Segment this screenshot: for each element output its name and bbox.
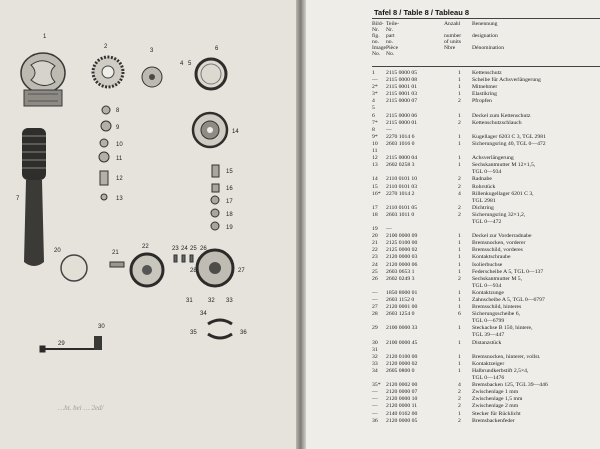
- cell-figure-no: —: [372, 396, 378, 403]
- cell-figure-no: 35*: [372, 382, 381, 389]
- cell-part-no: 2100 0000 45: [386, 339, 418, 346]
- cell-quantity: 1: [458, 133, 461, 140]
- cell-quantity: 1: [458, 77, 461, 84]
- table-row: [372, 98, 600, 105]
- table-row: [372, 297, 600, 304]
- cell-part-no: 2603 1254 0: [386, 311, 415, 318]
- cell-quantity: 1: [458, 367, 461, 374]
- table-row: [372, 148, 600, 155]
- table-row: [372, 77, 600, 84]
- callout-24: 24: [181, 246, 188, 252]
- cell-figure-no: 19: [372, 226, 378, 233]
- hub-small-parts-illustration: [211, 165, 219, 230]
- parts-table: [372, 70, 600, 425]
- table-row: [372, 141, 600, 148]
- cell-figure-no: 5: [372, 105, 375, 112]
- callout-3: 3: [150, 48, 154, 54]
- front-hub-cover-illustration: [61, 255, 87, 281]
- table-row: [372, 212, 600, 219]
- cell-part-no: 2110 0101 05: [386, 204, 418, 211]
- table-row: [372, 233, 600, 240]
- rear-brake-plate-illustration: [197, 250, 233, 286]
- callout-5: 5: [188, 61, 192, 67]
- cell-quantity: 2: [458, 183, 461, 190]
- cell-part-no: 2115 0000 05: [386, 70, 418, 76]
- cell-part-no: 2100 0000 09: [386, 233, 418, 240]
- cell-part-no: 2100 0000 33: [386, 325, 418, 332]
- front-brake-plate-illustration: [131, 254, 163, 286]
- cell-part-no: 2603 1011 0: [386, 211, 415, 218]
- header-top-rule: [372, 18, 600, 19]
- table-row: [372, 332, 600, 339]
- cell-figure-no: 27: [372, 304, 378, 311]
- cell-figure-no: 21: [372, 240, 378, 247]
- cell-figure-no: 25: [372, 268, 378, 275]
- cell-figure-no: 24: [372, 261, 378, 268]
- cell-figure-no: 4: [372, 98, 375, 105]
- callout-19: 19: [226, 225, 233, 231]
- table-row: [372, 198, 600, 205]
- cell-quantity: 1: [458, 289, 461, 296]
- cell-quantity: 6: [458, 311, 461, 318]
- cell-quantity: 1: [458, 410, 461, 417]
- cell-part-no: 2125 0000 02: [386, 247, 418, 254]
- cell-part-no: 2120 0000 06: [386, 261, 418, 268]
- cell-quantity: 2: [458, 176, 461, 183]
- cell-part-no: 2603 1016 0: [386, 140, 415, 147]
- table-row: [372, 176, 600, 183]
- callout-14: 14: [232, 129, 239, 135]
- cell-part-no: 2115 0000 07: [386, 98, 418, 105]
- table-title: Tafel 8 / Table 8 / Tableau 8: [374, 8, 470, 17]
- table-row: [372, 354, 600, 361]
- cell-part-no: 2140 0162 00: [386, 410, 418, 417]
- cell-part-no: 2603 1152 0: [386, 297, 415, 303]
- cell-quantity: 1: [458, 339, 461, 346]
- cell-figure-no: 23: [372, 254, 378, 261]
- cell-figure-no: 14: [372, 176, 378, 183]
- cell-part-no: 2270 1014 6: [386, 133, 415, 140]
- cell-part-no: 1850 8000 01: [386, 289, 418, 296]
- cell-figure-no: —: [372, 403, 378, 410]
- cell-quantity: 2: [458, 417, 461, 424]
- callout-4: 4: [180, 61, 184, 67]
- table-row: [372, 347, 600, 354]
- cell-description: Halbrundkerbstift 2,5×4,: [472, 367, 529, 374]
- table-row: [372, 382, 600, 389]
- cell-description: Bremsnocken, hinterer, vollst.: [472, 353, 541, 360]
- cell-figure-no: —: [372, 410, 378, 417]
- cell-figure-no: 29: [372, 325, 378, 332]
- callout-27: 27: [238, 268, 245, 274]
- table-row: [372, 105, 600, 112]
- callout-6: 6: [215, 46, 219, 52]
- callout-30: 30: [98, 324, 105, 330]
- cell-description: Zwischenlage 1 mm: [472, 389, 519, 396]
- chain-hose-illustration: [22, 128, 46, 266]
- cell-part-no: 2603 0653 1: [386, 268, 415, 275]
- callout-25: 25: [190, 246, 197, 252]
- table-row: [372, 155, 600, 162]
- cell-figure-no: 13: [372, 162, 378, 169]
- cell-description: TGL 0—1476: [472, 375, 505, 382]
- cell-quantity: 1: [458, 297, 461, 303]
- cell-figure-no: 30: [372, 339, 378, 346]
- cell-figure-no: 32: [372, 353, 378, 360]
- cell-description: Zahnscheibe A 5, TGL 0—6797: [472, 297, 545, 303]
- table-row: [372, 269, 600, 276]
- callout-35: 35: [190, 330, 197, 336]
- cell-figure-no: 8: [372, 126, 375, 133]
- cell-description: TGL 0—472: [472, 218, 502, 225]
- table-row: [372, 84, 600, 91]
- cell-quantity: 2: [458, 211, 461, 218]
- table-row: [372, 169, 600, 176]
- table-row: [372, 396, 600, 403]
- cell-part-no: 2125 0100 00: [386, 240, 418, 247]
- table-row: [372, 226, 600, 233]
- callout-18: 18: [226, 212, 233, 218]
- table-row: [372, 361, 600, 368]
- cell-quantity: 1: [458, 84, 461, 91]
- callout-1: 1: [43, 34, 47, 40]
- cell-part-no: 2110 0101 10: [386, 176, 418, 183]
- cell-part-no: 2605 0800 0: [386, 367, 415, 374]
- cell-description: Rillenkugellager 6201 C 3,: [472, 190, 534, 197]
- callout-26: 26: [200, 246, 207, 252]
- cell-part-no: 2120 0002 00: [386, 382, 418, 389]
- callout-7: 7: [16, 196, 20, 202]
- cell-quantity: 1: [458, 112, 461, 119]
- cell-description: Bremsschild, vorderes: [472, 247, 523, 254]
- cell-description: Steckachse B 150, hintere,: [472, 325, 533, 332]
- sprocket-illustration: [93, 57, 123, 87]
- cell-figure-no: 1: [372, 70, 375, 76]
- cell-quantity: 2: [458, 396, 461, 403]
- table-row: [372, 368, 600, 375]
- cell-description: Dichtring: [472, 204, 494, 211]
- header-bottom-rule: [372, 66, 600, 67]
- cell-part-no: 2115 0001 01: [386, 84, 418, 91]
- callout-20: 20: [54, 248, 61, 254]
- contact-screw-parts-illustration: [174, 255, 193, 262]
- cell-description: TGL 0—934: [472, 282, 502, 289]
- distance-piece-illustration: [94, 336, 102, 350]
- callout-34: 34: [200, 311, 207, 317]
- cell-part-no: 2120 0000 05: [386, 417, 418, 424]
- cell-description: TGL 0—6799: [472, 318, 505, 325]
- cell-quantity: 1: [458, 304, 461, 311]
- table-row: [372, 247, 600, 254]
- cell-figure-no: 9*: [372, 133, 378, 140]
- cell-description: Kettenschutzschlauch: [472, 119, 522, 126]
- cell-description: Bremsschild, hinteres: [472, 304, 522, 311]
- cell-quantity: 1: [458, 325, 461, 332]
- table-row: [372, 240, 600, 247]
- cell-figure-no: 7*: [372, 119, 378, 126]
- brake-shoes-illustration: [208, 320, 232, 338]
- rear-axle-illustration: [40, 346, 102, 352]
- cell-quantity: 1: [458, 353, 461, 360]
- chain-guard-illustration: [21, 53, 65, 106]
- table-row: [372, 403, 600, 410]
- cell-part-no: 2120 0000 03: [386, 254, 418, 261]
- cell-description: TGL 2981: [472, 197, 496, 204]
- cell-quantity: 1: [458, 261, 461, 268]
- cell-description: TGL 0—934: [472, 169, 502, 176]
- cell-quantity: 2: [458, 98, 461, 105]
- cell-figure-no: 20: [372, 233, 378, 240]
- cell-figure-no: 31: [372, 346, 378, 353]
- cell-description: Kontaktzunge: [472, 289, 504, 296]
- cell-quantity: 4: [458, 382, 461, 389]
- cell-figure-no: 3*: [372, 91, 378, 98]
- cell-quantity: 2: [458, 275, 461, 282]
- table-row: [372, 184, 600, 191]
- cell-description: Deckel zur Vorderradnabe: [472, 233, 532, 240]
- pencil-annotation: …ht. bei … 2ed/: [58, 404, 104, 412]
- callout-28: 28: [190, 268, 197, 274]
- cell-description: Sechskantmutter M 5,: [472, 275, 523, 282]
- cell-quantity: 4: [458, 190, 461, 197]
- cell-figure-no: 16*: [372, 190, 381, 197]
- cell-part-no: 2115 0000 01: [386, 119, 418, 126]
- cell-figure-no: 15: [372, 183, 378, 190]
- cell-quantity: 1: [458, 140, 461, 147]
- cell-figure-no: 28: [372, 311, 378, 318]
- cell-description: Kontaktzeiger: [472, 360, 505, 367]
- table-row: [372, 311, 600, 318]
- cell-part-no: 2120 0001 00: [386, 304, 418, 311]
- table-row: [372, 304, 600, 311]
- callout-10: 10: [116, 142, 123, 148]
- callout-16: 16: [226, 186, 233, 192]
- callout-22: 22: [142, 244, 149, 250]
- table-row: [372, 127, 600, 134]
- chain-cover-illustration: [196, 59, 226, 89]
- column-header-part-no: Teile- Nr. part no. Pièce No.: [386, 21, 399, 57]
- cell-description: TGL 39—447: [472, 332, 505, 339]
- cell-quantity: 2: [458, 403, 461, 410]
- callout-17: 17: [226, 199, 233, 205]
- cell-figure-no: 10: [372, 140, 378, 147]
- table-row: [372, 276, 600, 283]
- cell-figure-no: 12: [372, 155, 378, 162]
- cell-part-no: 2602 0258 3: [386, 162, 415, 169]
- cell-description: Scheibe für Achsverlängerung: [472, 77, 541, 84]
- cell-figure-no: 6: [372, 112, 375, 119]
- cell-description: Zwischenlage 1,5 mm: [472, 396, 523, 403]
- cell-description: Mitnehmer: [472, 84, 498, 91]
- cell-description: Bremsbacken 125, TGL 39—446: [472, 382, 548, 389]
- cell-quantity: 2: [458, 119, 461, 126]
- callout-21: 21: [112, 250, 119, 256]
- table-row: [372, 418, 600, 425]
- cell-description: Stecker für Rücklicht: [472, 410, 521, 417]
- cell-part-no: 2120 0100 00: [386, 353, 418, 360]
- callout-23: 23: [172, 246, 179, 252]
- cell-description: Radnabe: [472, 176, 492, 183]
- table-row: [372, 219, 600, 226]
- table-row: [372, 254, 600, 261]
- callout-32: 32: [208, 298, 215, 304]
- cell-figure-no: 26: [372, 275, 378, 282]
- cell-description: Isolierbuchse: [472, 261, 503, 268]
- cell-quantity: 1: [458, 155, 461, 162]
- cell-quantity: 1: [458, 233, 461, 240]
- cell-quantity: 1: [458, 247, 461, 254]
- callout-9: 9: [116, 125, 120, 131]
- cell-description: Zwischenlage 2 mm: [472, 403, 519, 410]
- cell-description: Bremsbackenfeder: [472, 417, 515, 424]
- cell-description: Distanzstück: [472, 339, 502, 346]
- cell-figure-no: —: [372, 289, 378, 296]
- cell-quantity: 1: [458, 254, 461, 261]
- cell-quantity: 1: [458, 268, 461, 275]
- cell-part-no: —: [386, 126, 392, 133]
- cell-description: Kettenschutz: [472, 70, 502, 76]
- table-row: [372, 205, 600, 212]
- cell-quantity: 1: [458, 360, 461, 367]
- callout-15: 15: [226, 169, 233, 175]
- cell-figure-no: —: [372, 297, 378, 303]
- small-parts-column-illustration: [99, 106, 111, 200]
- cell-part-no: 2120 0000 11: [386, 403, 418, 410]
- brake-cam-illustration: [110, 262, 124, 267]
- cell-description: Kugellager 6203 C 3, TGL 2981: [472, 133, 546, 140]
- callout-31: 31: [186, 298, 193, 304]
- cell-figure-no: 22: [372, 247, 378, 254]
- cell-figure-no: 18: [372, 211, 378, 218]
- cell-part-no: 2115 0000 08: [386, 77, 418, 84]
- cell-part-no: 2115 0001 03: [386, 91, 418, 98]
- cell-figure-no: 33: [372, 360, 378, 367]
- cell-description: Bremsnocken, vorderer: [472, 240, 526, 247]
- table-row: [372, 290, 600, 297]
- table-row: [372, 283, 600, 290]
- callout-12: 12: [116, 176, 123, 182]
- cell-figure-no: 17: [372, 204, 378, 211]
- cell-description: Sicherungsscheibe 6,: [472, 311, 521, 318]
- cell-part-no: 2270 1014 2: [386, 190, 415, 197]
- cell-quantity: 1: [458, 240, 461, 247]
- cell-part-no: 2120 0000 02: [386, 360, 418, 367]
- table-row: [372, 389, 600, 396]
- callout-11: 11: [116, 156, 123, 162]
- table-row: [372, 325, 600, 332]
- table-row: [372, 262, 600, 269]
- table-row: [372, 113, 600, 120]
- column-header-figure-no: Bild- Nr. fig. no. Image No.: [372, 21, 386, 57]
- callout-13: 13: [116, 196, 123, 202]
- cell-figure-no: —: [372, 77, 378, 84]
- cell-description: Pfropfen: [472, 98, 492, 105]
- table-row: [372, 411, 600, 418]
- cell-description: Sechskantmutter M 12×1,5,: [472, 162, 536, 169]
- cell-quantity: 1: [458, 91, 461, 98]
- cell-quantity: 1: [458, 70, 461, 76]
- table-row: [372, 162, 600, 169]
- callout-2: 2: [104, 44, 108, 50]
- cell-part-no: —: [386, 226, 392, 233]
- cell-part-no: 2115 0000 04: [386, 155, 418, 162]
- column-header-description: Benennung designation Dénomination: [472, 21, 505, 51]
- callout-36: 36: [240, 330, 247, 336]
- table-row: [372, 191, 600, 198]
- cell-figure-no: 11: [372, 148, 378, 155]
- cell-part-no: 2110 0101 03: [386, 183, 418, 190]
- cell-part-no: 2115 0000 06: [386, 112, 418, 119]
- table-row: [372, 120, 600, 127]
- cell-description: Kontaktschraube: [472, 254, 511, 261]
- cell-figure-no: 36: [372, 417, 378, 424]
- table-row: [372, 318, 600, 325]
- cell-quantity: 2: [458, 204, 461, 211]
- cell-description: Sicherungsring 32×1,2,: [472, 211, 526, 218]
- column-header-quantity: Anzahl number of units Nbre: [444, 21, 462, 51]
- cell-quantity: 2: [458, 389, 461, 396]
- table-row: [372, 134, 600, 141]
- cell-description: Elastikring: [472, 91, 497, 98]
- cell-figure-no: —: [372, 389, 378, 396]
- cell-part-no: 2602 0249 3: [386, 275, 415, 282]
- cell-part-no: 2120 0000 07: [386, 389, 418, 396]
- carrier-illustration: [142, 67, 162, 87]
- cell-description: Deckel zum Kettenschutz: [472, 112, 531, 119]
- callout-33: 33: [226, 298, 233, 304]
- callout-29: 29: [58, 341, 65, 347]
- callout-8: 8: [116, 108, 120, 114]
- cell-description: Sicherungsring 40, TGL 0—472: [472, 140, 546, 147]
- cell-quantity: 1: [458, 162, 461, 169]
- cell-description: Rohrstück: [472, 183, 496, 190]
- cell-part-no: 2120 0000 10: [386, 396, 418, 403]
- cell-description: Federscheibe A 5, TGL 0—137: [472, 268, 544, 275]
- cell-description: Achsverlängerung: [472, 155, 514, 162]
- wheel-hub-illustration: [193, 113, 227, 147]
- table-row: [372, 340, 600, 347]
- cell-figure-no: 2*: [372, 84, 378, 91]
- cell-figure-no: 34: [372, 367, 378, 374]
- table-row: [372, 375, 600, 382]
